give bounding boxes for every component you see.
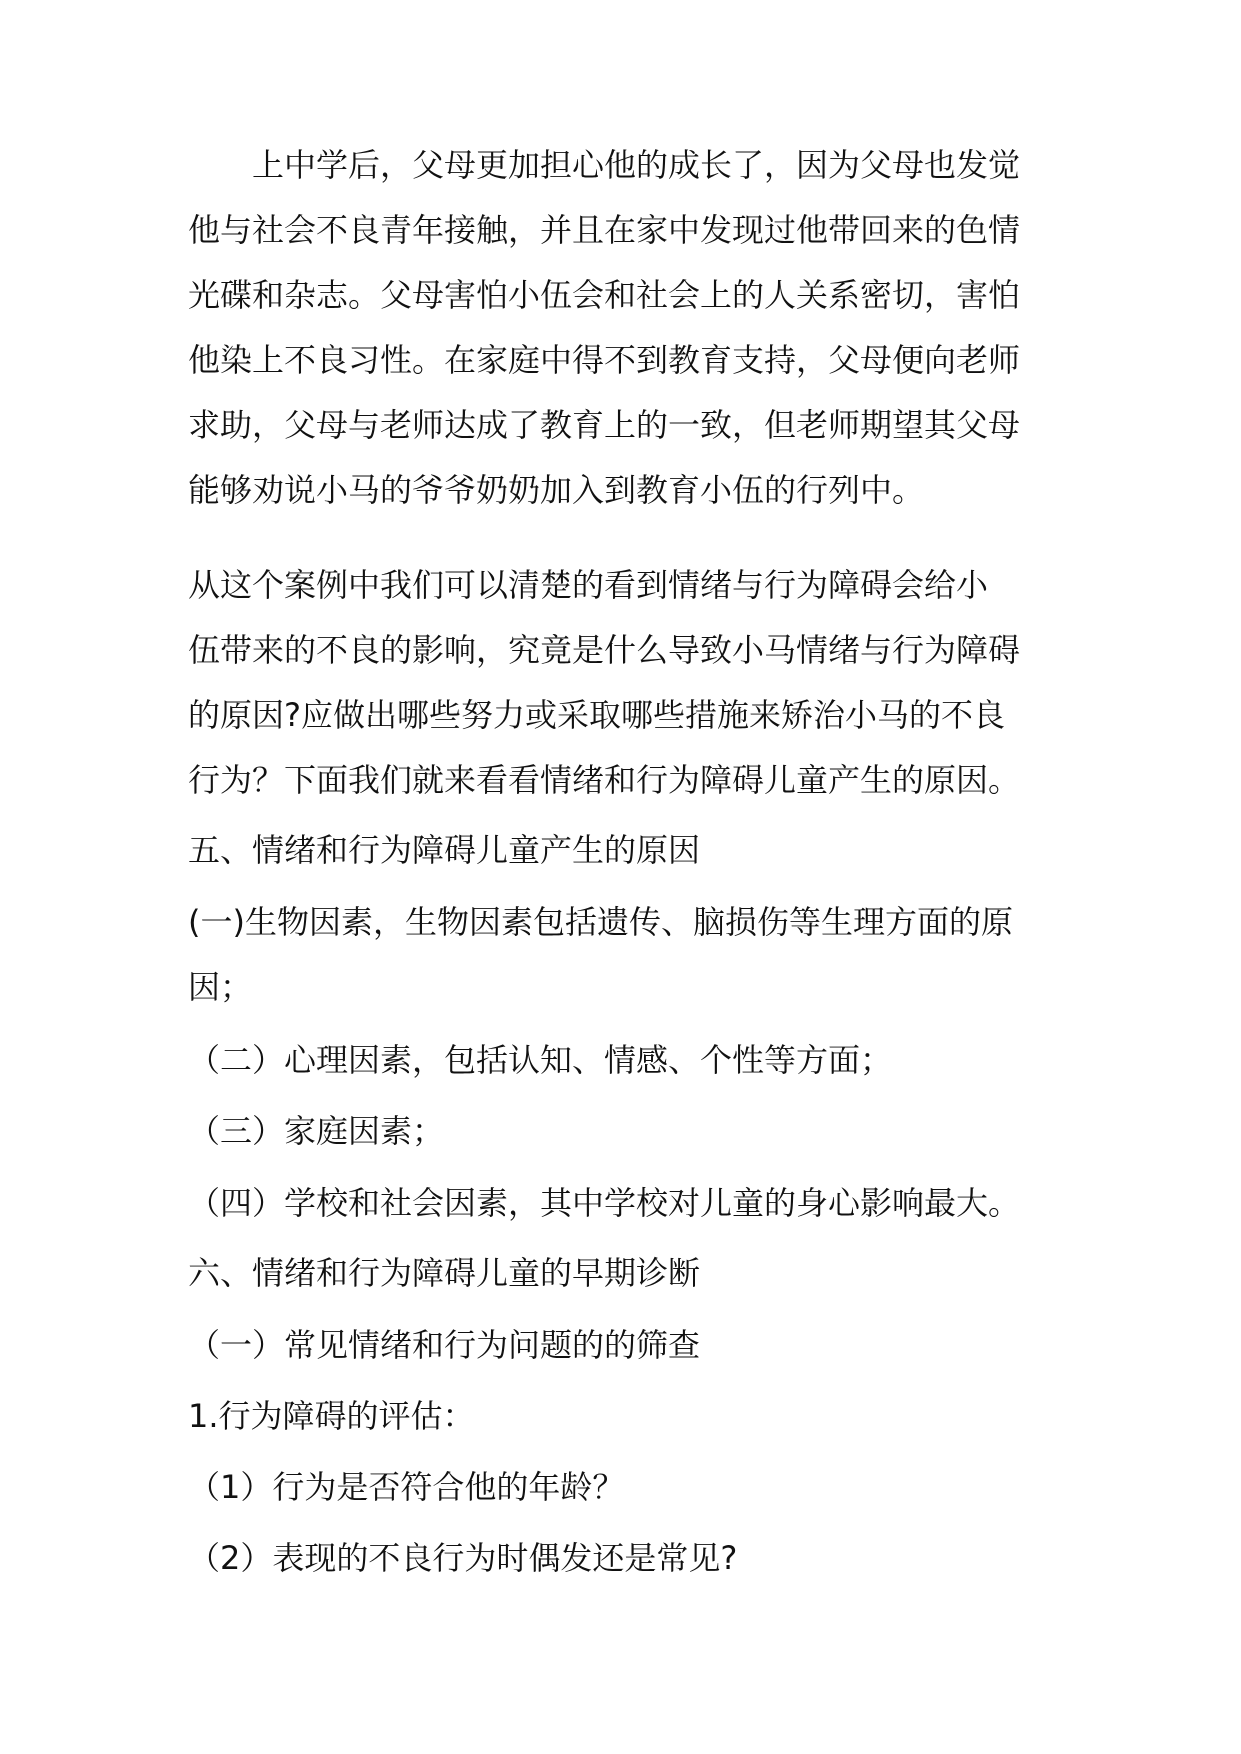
text-line: 求助，父母与老师达成了教育上的一致，但老师期望其父母 <box>188 406 1021 444</box>
text-line: 从这个案例中我们可以清楚的看到情绪与行为障碍会给小 <box>188 566 989 604</box>
text-line: (一)生物因素，生物因素包括遗传、脑损伤等生理方面的原 <box>188 903 1013 941</box>
text-line: 的原因?应做出哪些努力或采取哪些措施来矫治小马的不良 <box>188 696 1005 734</box>
question-1: （1）行为是否符合他的年龄？ <box>188 1468 625 1506</box>
section-heading-6: 六、情绪和行为障碍儿童的早期诊断 <box>188 1254 701 1292</box>
question-2: （2）表现的不良行为时偶发还是常见? <box>188 1539 738 1577</box>
text-line: 伍带来的不良的影响，究竟是什么导致小马情绪与行为障碍 <box>188 631 1021 669</box>
cause-item-1 <box>188 890 1068 1020</box>
text-line: 上中学后，父母更加担心他的成长了，因为父母也发觉 <box>188 146 1021 184</box>
point-heading: 1.行为障碍的评估： <box>188 1397 475 1435</box>
section-heading-5: 五、情绪和行为障碍儿童产生的原因 <box>188 831 701 869</box>
text-line: 光碟和杂志。父母害怕小伍会和社会上的人关系密切，害怕 <box>188 276 1021 314</box>
analysis-paragraph <box>188 553 1068 813</box>
cause-item-3: （三）家庭因素； <box>188 1112 445 1150</box>
case-paragraph <box>188 133 1068 523</box>
subsection-heading: （一）常见情绪和行为问题的的筛查 <box>188 1326 701 1364</box>
text-line: 他染上不良习性。在家庭中得不到教育支持，父母便向老师 <box>188 341 1021 379</box>
text-line: 他与社会不良青年接触，并且在家中发现过他带回来的色情 <box>188 211 1021 249</box>
cause-item-2: （二）心理因素，包括认知、情感、个性等方面； <box>188 1041 893 1079</box>
text-line: 行为？下面我们就来看看情绪和行为障碍儿童产生的原因。 <box>188 761 1021 799</box>
text-line: 能够劝说小马的爷爷奶奶加入到教育小伍的行列中。 <box>188 471 925 509</box>
cause-item-4: （四）学校和社会因素，其中学校对儿童的身心影响最大。 <box>188 1184 1021 1222</box>
text-line: 因； <box>188 968 253 1006</box>
